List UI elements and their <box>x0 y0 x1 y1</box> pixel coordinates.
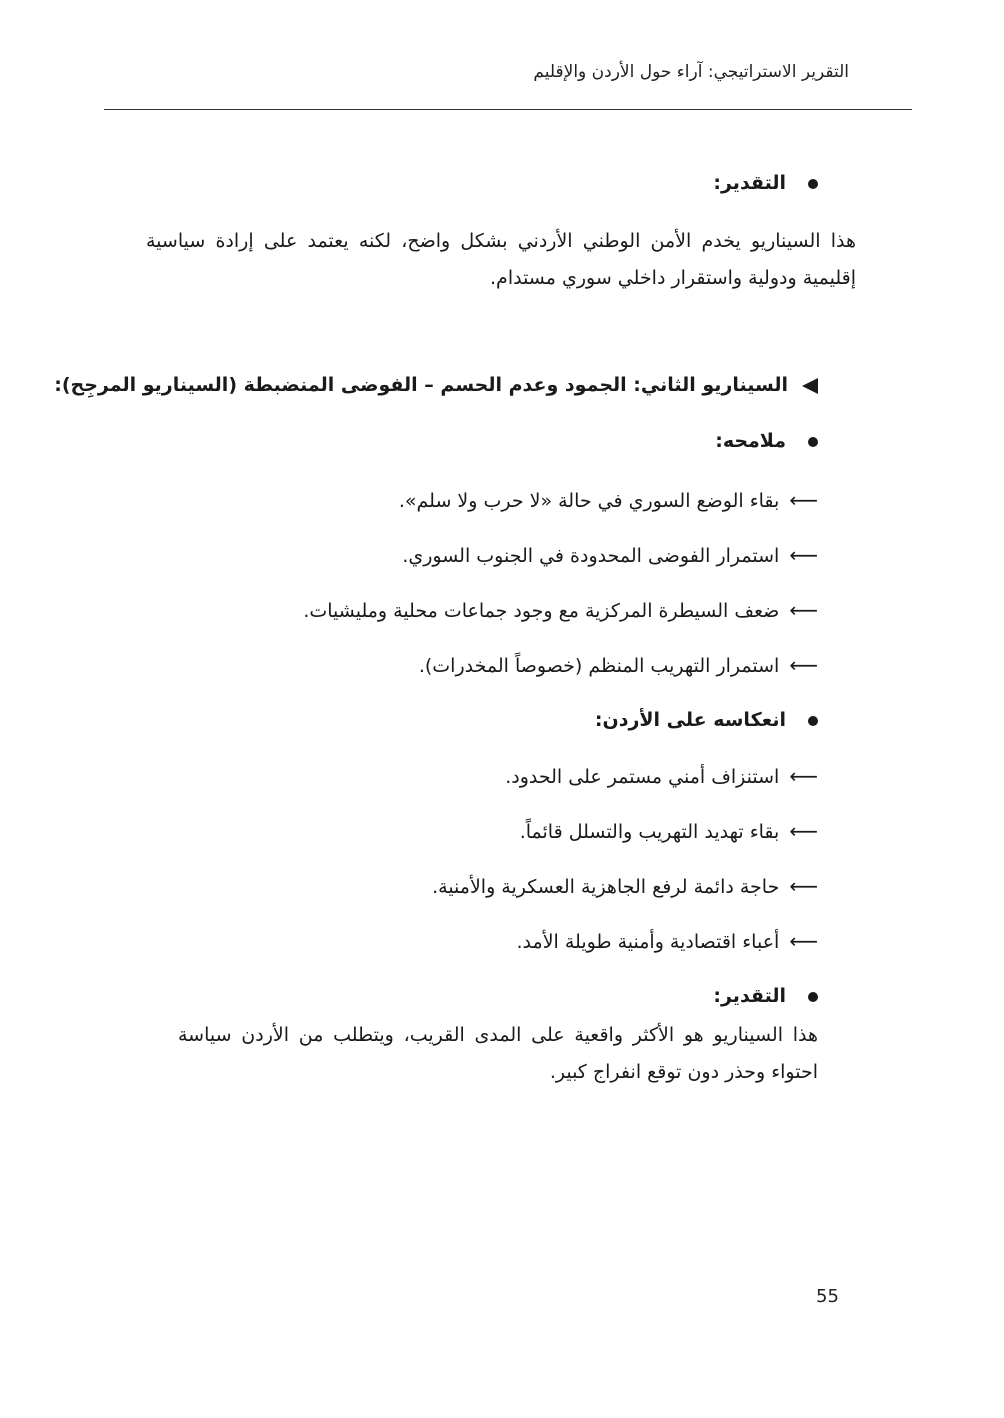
impact-heading <box>595 709 818 731</box>
bullet-dot-icon <box>808 179 818 189</box>
bullet-dot-icon <box>808 716 818 726</box>
impact-text: بقاء تهديد التهريب والتسلل قائماً. <box>519 821 780 843</box>
left-arrow-icon: ⟵ <box>789 819 818 843</box>
feature-item <box>402 543 818 567</box>
page-number: 55 <box>816 1286 839 1307</box>
impact-text: حاجة دائمة لرفع الجاهزية العسكرية والأمنية. <box>432 876 780 898</box>
feature-item <box>419 653 818 677</box>
feature-text: استمرار الفوضى المحدودة في الجنوب السوري. <box>402 545 780 567</box>
assessment-heading-2 <box>713 985 818 1007</box>
feature-text: بقاء الوضع السوري في حالة «لا حرب ولا سلم». <box>398 490 780 512</box>
impact-text: أعباء اقتصادية وأمنية طويلة الأمد. <box>516 931 780 953</box>
bullet-dot-icon <box>808 437 818 447</box>
left-arrow-icon: ⟵ <box>789 653 818 677</box>
assessment-heading-1 <box>713 172 818 194</box>
left-arrow-icon: ⟵ <box>789 488 818 512</box>
header-divider <box>104 109 912 110</box>
feature-item <box>399 488 818 512</box>
left-arrow-icon: ⟵ <box>789 929 818 953</box>
features-label: ملامحه: <box>715 430 786 452</box>
impact-item <box>517 929 819 953</box>
impact-text: استنزاف أمني مستمر على الحدود. <box>505 766 780 788</box>
impact-item <box>505 764 818 788</box>
feature-text: ضعف السيطرة المركزية مع وجود جماعات محلية ومليشيات. <box>303 600 780 622</box>
assessment-label: التقدير: <box>713 172 786 194</box>
impact-item <box>520 819 818 843</box>
left-arrow-icon: ⟵ <box>789 543 818 567</box>
impact-item <box>432 874 818 898</box>
features-heading <box>715 430 818 452</box>
scenario-heading <box>54 374 818 396</box>
assessment-paragraph-1: هذا السيناريو يخدم الأمن الوطني الأردني بشكل واضح، لكنه يعتمد على إرادة سياسية إقليمية ودولية واستقرار داخلي سوري مستدام. <box>146 230 856 289</box>
running-header: التقرير الاستراتيجي: آراء حول الأردن والإقليم <box>533 62 849 82</box>
feature-text: استمرار التهريب المنظم (خصوصاً المخدرات). <box>418 655 780 677</box>
triangle-pointer-icon <box>802 378 818 394</box>
assessment-paragraph-2: هذا السيناريو هو الأكثر واقعية على المدى القريب، ويتطلب من الأردن سياسة احتواء وحذر دون توقع انفراج كبير. <box>178 1024 818 1083</box>
feature-item <box>303 598 818 622</box>
left-arrow-icon: ⟵ <box>789 874 818 898</box>
assessment-label: التقدير: <box>713 985 786 1007</box>
bullet-dot-icon <box>808 992 818 1002</box>
left-arrow-icon: ⟵ <box>789 598 818 622</box>
impact-label: انعكاسه على الأردن: <box>594 709 786 731</box>
scenario-title: السيناريو الثاني: الجمود وعدم الحسم – الفوضى المنضبطة (السيناريو المرجِح): <box>54 374 788 396</box>
left-arrow-icon: ⟵ <box>789 764 818 788</box>
